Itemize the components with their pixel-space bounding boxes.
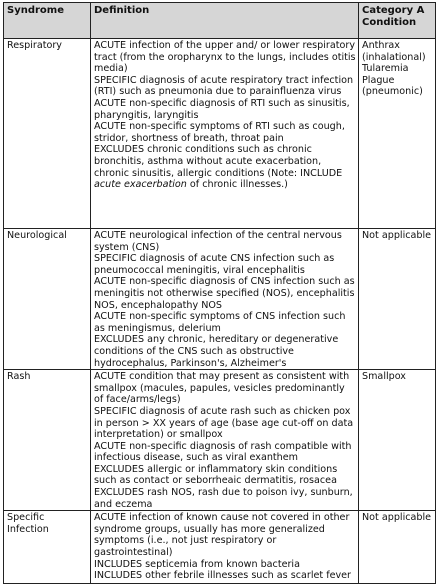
header-syndrome: Syndrome [4,3,91,39]
table-row [4,370,436,511]
definition-line: ACUTE non-specific diagnosis of rash compatible with infectious disease, such as viral exanthem [94,440,352,464]
table-row [4,511,436,584]
header-definition: Definition [91,3,359,39]
table-row [4,39,436,229]
definition-line: ACUTE condition that may present as consistent with smallpox (macules, papules, vesicles predominantly of face/arms/legs) [94,371,350,406]
definition-line [94,144,356,190]
definition-text: of chronic illnesses.) [186,179,288,191]
definition-line: INCLUDES septicemia from known bacteria [94,558,300,570]
header-category: Category A Condition [359,3,436,39]
category-line: Tularemia [362,63,409,75]
definition-line: EXCLUDES allergic or inflammatory skin conditions such as contact or seborrheaic dermatitis, rosacea [94,463,338,487]
syndrome-cell: Respiratory [4,39,91,229]
definition-line: SPECIFIC diagnosis of acute rash such as chicken pox in person > XX years of age (base age cut-off on data interpretation) or smallpox [94,405,354,441]
definition-line: ACUTE non-specific symptoms of RTI such as cough, stridor, shortness of breath, throat pain [94,121,345,144]
category-cell [359,370,436,511]
definition-cell [91,511,359,584]
definition-line: INCLUDES other febrile illnesses such as scarlet fever [94,570,352,582]
definition-line: ACUTE neurological infection of the central nervous system (CNS) [94,230,342,253]
definition-line: ACUTE non-specific symptoms of CNS infection such as meningismus, delerium [94,311,346,334]
category-line: Anthrax (inhalational) [362,40,426,63]
category-line: Plague (pneumonic) [362,74,423,98]
syndrome-cell: Specific Infection [4,511,91,584]
definition-cell [91,370,359,511]
definition-emphasis: acute exacerbation [94,179,187,191]
definition-cell [91,229,359,370]
definition-line: ACUTE non-specific diagnosis of RTI such as sinusitis, pharyngitis, laryngitis [94,97,350,121]
category-line: Not applicable [362,512,432,524]
definition-line: EXCLUDES rash NOS, rash due to poison ivy, sunburn, and eczema [94,487,353,510]
table-row [4,229,436,370]
category-cell [359,511,436,584]
definition-line: SPECIFIC diagnosis of acute CNS infection such as pneumococcal meningitis, viral encephalitis [94,253,335,276]
definition-line: EXCLUDES any chronic, hereditary or degenerative conditions of the CNS such as obstructive hydrocephalus, Parkinson's, Alzheimer's [94,334,339,369]
table-header-row [4,3,436,39]
definition-text: EXCLUDES chronic conditions such as chronic bronchitis, asthma without acute exacerbation, chronic sinusitis, allergic conditions (Note: INCLUDE [94,144,343,179]
category-line: Not applicable [362,230,432,241]
definition-line: SPECIFIC diagnosis of acute respiratory tract infection (RTI) such as pneumonia due to parainfluenza virus [94,74,354,98]
syndrome-cell: Rash [4,370,91,511]
definition-line: ACUTE infection of the upper and/ or lower respiratory tract (from the oropharynx to the lungs, includes otitis media) [94,40,356,75]
category-cell [359,229,436,370]
definition-line: ACUTE infection of known cause not covered in other syndrome groups, usually has more generalized symptoms (i.e., not just respiratory or gastrointestinal) [94,512,350,559]
definition-line: ACUTE non-specific diagnosis of CNS infection such as meningitis not otherwise specified (NOS), encephalitis NOS, encephalopathy NOS [94,276,355,311]
category-line: Smallpox [362,371,406,383]
category-cell [359,39,436,229]
syndrome-cell: Neurological [4,229,91,370]
syndrome-definitions-table [3,2,436,584]
definition-cell [91,39,359,229]
